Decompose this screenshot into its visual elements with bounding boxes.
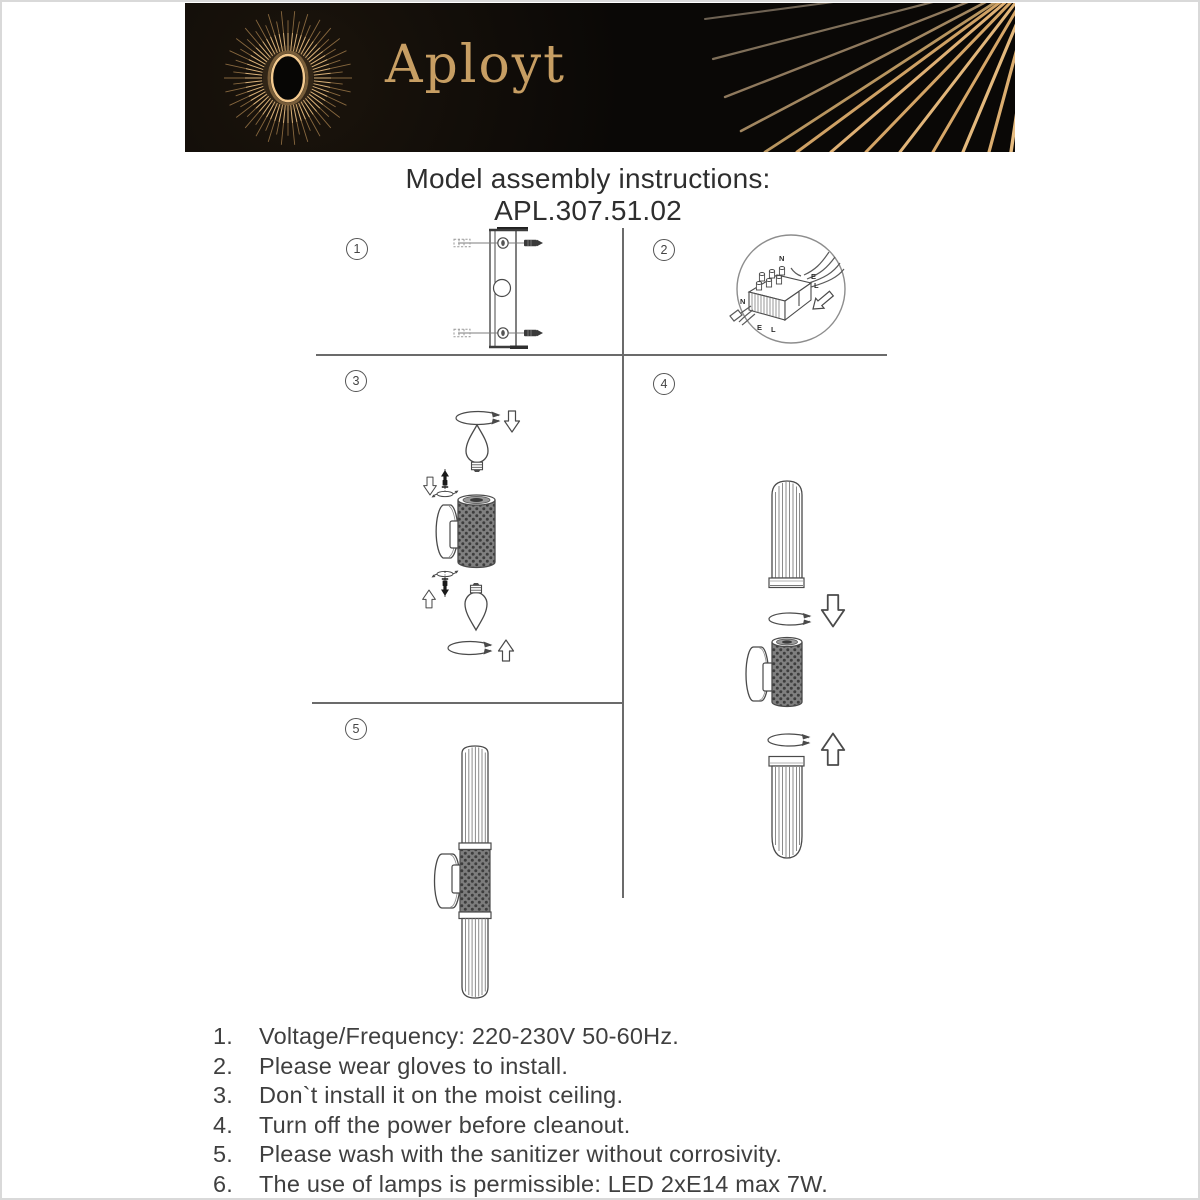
collar-top bbox=[459, 843, 491, 850]
step5-assembled-lamp-diagram bbox=[425, 715, 545, 1005]
step1-bracket-diagram bbox=[440, 226, 570, 356]
note-number: 3. bbox=[213, 1082, 233, 1108]
brand-banner bbox=[185, 3, 1015, 152]
label-n-top: N bbox=[779, 254, 785, 263]
step-badge-3: 3 bbox=[345, 370, 367, 392]
note-number: 2. bbox=[213, 1052, 233, 1079]
note-text: Please wear gloves to install. bbox=[259, 1052, 569, 1079]
fluted-tube-top bbox=[462, 746, 488, 843]
horizontal-divider-top bbox=[316, 354, 887, 356]
down-arrow-icon bbox=[505, 411, 520, 432]
vertical-divider bbox=[622, 228, 624, 898]
note-item bbox=[213, 1111, 993, 1141]
corner-rays-decoration bbox=[685, 3, 1015, 152]
candle-bulb-bottom bbox=[465, 583, 487, 630]
up-arrow-icon bbox=[822, 734, 845, 766]
label-l-right: L bbox=[814, 281, 819, 290]
direction-arrow bbox=[809, 289, 836, 314]
center-hole bbox=[494, 280, 511, 297]
instruction-notes bbox=[213, 1022, 993, 1199]
step3-bulb-assembly-diagram bbox=[405, 395, 555, 685]
rotate-arrow-icon bbox=[769, 613, 812, 625]
mounting-screws bbox=[524, 240, 543, 336]
note-item bbox=[213, 1022, 993, 1052]
note-text: Turn off the power before cleanout. bbox=[259, 1111, 631, 1138]
rotate-arrow-icon bbox=[768, 734, 811, 746]
label-e-right: E bbox=[811, 272, 817, 281]
phantom-screws bbox=[454, 239, 470, 337]
horizontal-divider-bottom bbox=[312, 702, 623, 704]
step-badge-4: 4 bbox=[653, 373, 675, 395]
brand-name: Aployt bbox=[385, 35, 567, 95]
textured-center bbox=[460, 850, 490, 913]
note-item bbox=[213, 1081, 993, 1111]
lamp-body bbox=[772, 642, 802, 707]
fluted-shade-top bbox=[769, 481, 804, 588]
note-text: Voltage/Frequency: 220-230V 50-60Hz. bbox=[259, 1023, 680, 1049]
step-badge-5: 5 bbox=[345, 718, 367, 740]
lamp-body bbox=[458, 500, 495, 568]
note-text: The use of lamps is permissible: LED 2xE14 max 7W. bbox=[259, 1170, 828, 1197]
down-arrow-small-icon bbox=[424, 477, 437, 495]
note-text: Don`t install it on the moist ceiling. bbox=[259, 1082, 624, 1108]
note-number: 1. bbox=[213, 1023, 233, 1049]
note-text: Please wash with the sanitizer without corrosivity. bbox=[259, 1141, 783, 1167]
step4-shade-assembly-diagram bbox=[730, 375, 855, 865]
step-badge-2: 2 bbox=[653, 239, 675, 261]
note-number: 4. bbox=[213, 1111, 233, 1138]
fluted-tube-bottom bbox=[462, 919, 488, 999]
collar-bottom bbox=[459, 912, 491, 919]
fluted-shade-bottom bbox=[769, 757, 804, 859]
note-item bbox=[213, 1140, 993, 1170]
label-n-left: N bbox=[740, 297, 746, 306]
page-title: Model assembly instructions: bbox=[405, 163, 771, 194]
model-number: APL.307.51.02 bbox=[494, 195, 682, 226]
up-arrow-icon bbox=[499, 640, 514, 661]
step-badge-1: 1 bbox=[346, 238, 368, 260]
note-item bbox=[213, 1170, 993, 1200]
up-arrow-small-icon bbox=[423, 590, 436, 608]
washer-top bbox=[432, 491, 459, 498]
rotate-arrow-icon bbox=[448, 642, 493, 655]
down-arrow-icon bbox=[822, 595, 845, 627]
sunburst-logo-icon bbox=[213, 5, 363, 151]
label-e-bottom: E bbox=[757, 323, 763, 332]
rotate-arrow-icon bbox=[456, 412, 501, 425]
note-number: 5. bbox=[213, 1141, 233, 1167]
note-item bbox=[213, 1052, 993, 1082]
step2-wiring-diagram bbox=[725, 230, 860, 350]
candle-bulb-top bbox=[466, 425, 488, 472]
note-number: 6. bbox=[213, 1170, 233, 1197]
label-l-bottom: L bbox=[771, 325, 776, 334]
socket-top bbox=[470, 498, 483, 502]
